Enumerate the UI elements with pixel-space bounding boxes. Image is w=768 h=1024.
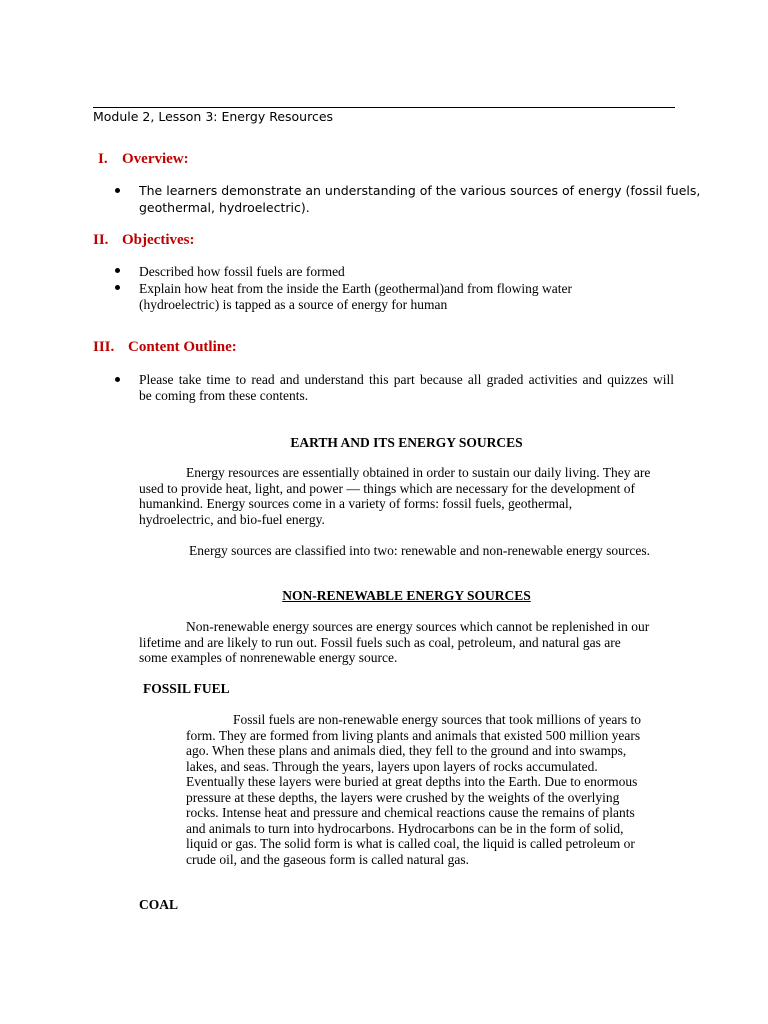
bullet-icon: [115, 285, 120, 290]
section-number: II.: [93, 232, 109, 248]
bullet-icon: [115, 268, 120, 273]
section-content-heading: [93, 339, 237, 356]
header-rule: [93, 107, 675, 108]
fossil-fuel-paragraph: Fossil fuels are non-renewable energy sources that took millions of years to form. They are formed from living plants and animals that existed 500 million years ago. When these plans and animals died, they fell to the ground and into swamps, lakes, and seas. Through the years, layers upon layers of rocks accumulated. Eventually these layers were buried at great depths into the Earth. Due to enormous pressure at these depths, the layers were crushed by the weights of the overlying rocks. Intense heat and pressure and chemical reactions cause the remains of plants and animals to turn into hydrocarbons. Hydrocarbons can be in the form of solid, liquid or gas. The solid form is what is called coal, the liquid is called petroleum or crude oil, and the gaseous form is called natural gas.: [186, 712, 642, 867]
earth-paragraph-2: Energy sources are classified into two: renewable and non-renewable energy sources.: [189, 543, 650, 558]
objective-bullet-text: Explain how heat from the inside the Earth (geothermal)and from flowing water (hydroelectric) is tapped as a source of energy for human: [139, 281, 572, 312]
section-overview-heading: [98, 151, 189, 168]
section-title: Content Outline:: [128, 339, 237, 355]
nonrenewable-paragraph: Non-renewable energy sources are energy sources which cannot be replenished in our lifetime and are likely to run out. Fossil fuels such as coal, petroleum, and natural gas are some examples of nonrenewable energy source.: [139, 619, 650, 665]
section-number: I.: [98, 151, 108, 167]
coal-heading: COAL: [139, 897, 179, 912]
section-objectives-heading: [93, 232, 194, 249]
bullet-icon: [115, 377, 120, 382]
section-number: III.: [93, 339, 115, 355]
content-bullet-text: Please take time to read and understand this part because all graded activities and quizzes will be coming from these contents.: [139, 372, 674, 403]
fossil-fuel-heading: FOSSIL FUEL: [143, 681, 230, 696]
bullet-icon: [115, 188, 120, 193]
earth-heading: EARTH AND ITS ENERGY SOURCES: [290, 435, 523, 450]
objective-bullet-text: Described how fossil fuels are formed: [139, 264, 345, 279]
section-title: Overview:: [122, 151, 189, 167]
earth-paragraph-1: Energy resources are essentially obtained in order to sustain our daily living. They are used to provide heat, light, and power — things which are necessary for the development of humankind. Energy sources come in a variety of forms: fossil fuels, geothermal, hydroelectric, and bio-fuel energy.: [139, 465, 651, 527]
overview-bullet-text: The learners demonstrate an understanding of the various sources of energy (fossil fuels, geothermal, hydroelectric).: [139, 183, 701, 215]
nonrenewable-heading: NON-RENEWABLE ENERGY SOURCES: [282, 588, 531, 603]
page-header: Module 2, Lesson 3: Energy Resources: [93, 109, 334, 124]
section-title: Objectives:: [122, 232, 195, 248]
